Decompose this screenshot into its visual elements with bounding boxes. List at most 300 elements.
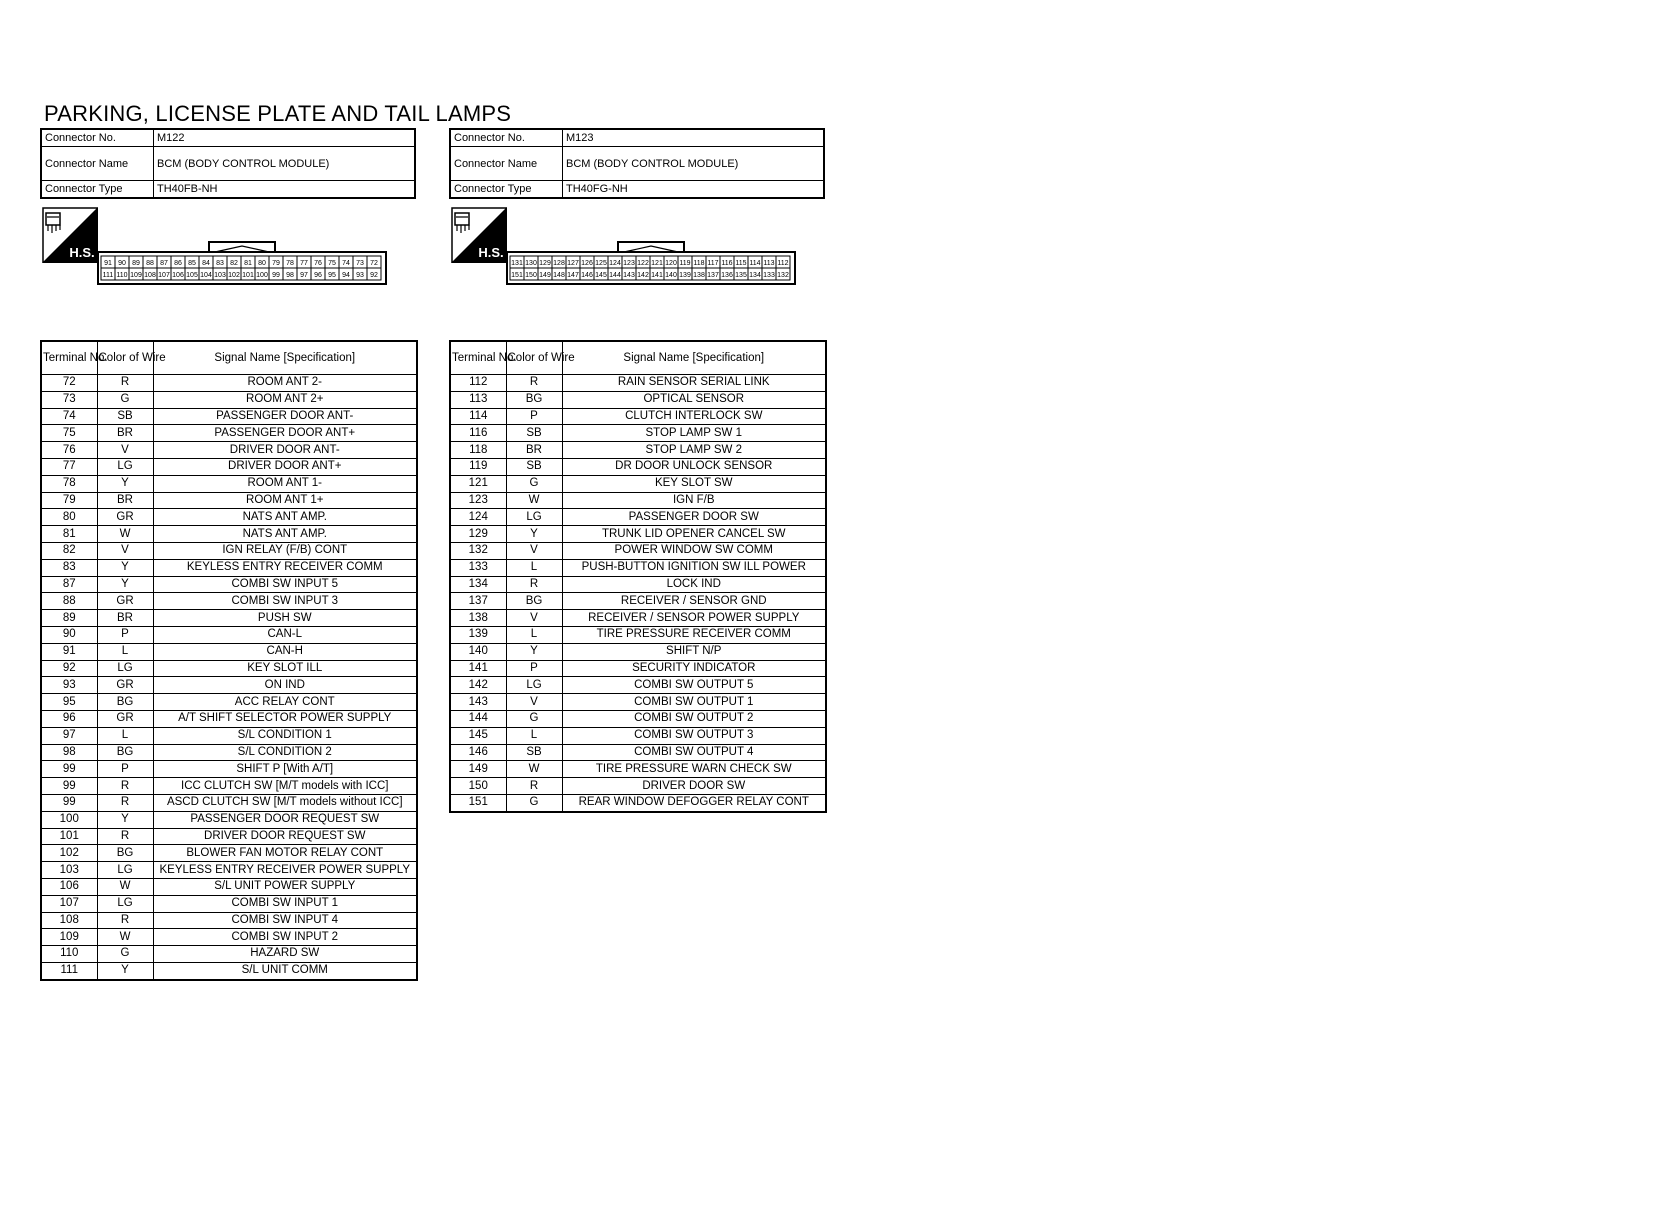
pin-number: 106: [172, 272, 184, 279]
wire-color-cell: R: [97, 912, 153, 929]
table-row: [450, 694, 826, 711]
wire-color-cell: R: [97, 794, 153, 811]
table-row: [450, 677, 826, 694]
table-row: [450, 593, 826, 610]
signal-name-cell: STOP LAMP SW 2: [562, 442, 826, 459]
terminal-no-cell: 146: [450, 744, 506, 761]
pin-number: 110: [116, 272, 128, 279]
signal-name-cell: ROOM ANT 1-: [153, 475, 417, 492]
pin-number: 103: [214, 272, 226, 279]
signal-name-cell: KEY SLOT SW: [562, 475, 826, 492]
pin-number: 131: [511, 260, 523, 267]
pin-number: 77: [300, 260, 308, 267]
pin-number: 114: [749, 260, 761, 267]
signal-name-cell: PASSENGER DOOR REQUEST SW: [153, 811, 417, 828]
table-row: [41, 677, 417, 694]
signal-name-cell: DRIVER DOOR ANT+: [153, 458, 417, 475]
pin-number: 75: [328, 260, 336, 267]
pin-number: 88: [146, 260, 154, 267]
pin-number: 151: [511, 272, 523, 279]
pin-number: 92: [370, 272, 378, 279]
connector-no-label: Connector No.: [450, 129, 563, 147]
pin-number: 82: [230, 260, 238, 267]
signal-name-cell: COMBI SW INPUT 5: [153, 576, 417, 593]
terminal-no-cell: 149: [450, 761, 506, 778]
pin-number: 83: [216, 260, 224, 267]
wire-color-cell: L: [97, 643, 153, 660]
wire-color-cell: W: [97, 878, 153, 895]
wire-color-cell: L: [506, 727, 562, 744]
terminal-no-cell: 106: [41, 878, 97, 895]
table-row: [41, 845, 417, 862]
terminal-no-cell: 79: [41, 492, 97, 509]
pin-number: 120: [665, 260, 677, 267]
signal-name-cell: POWER WINDOW SW COMM: [562, 542, 826, 559]
wire-color-cell: R: [97, 828, 153, 845]
signal-name-cell: BLOWER FAN MOTOR RELAY CONT: [153, 845, 417, 862]
signal-name-cell: DRIVER DOOR ANT-: [153, 442, 417, 459]
connector-block-m122: [40, 128, 416, 335]
wire-color-cell: LG: [97, 660, 153, 677]
pin-number: 95: [328, 272, 336, 279]
terminal-no-cell: 96: [41, 710, 97, 727]
table-row: [450, 576, 826, 593]
wire-color-cell: G: [506, 710, 562, 727]
wire-color-cell: R: [97, 778, 153, 795]
signal-name-cell: S/L CONDITION 2: [153, 744, 417, 761]
wire-color-cell: G: [506, 794, 562, 811]
wire-color-cell: Y: [506, 526, 562, 543]
table-row: [450, 542, 826, 559]
signal-name-cell: STOP LAMP SW 1: [562, 425, 826, 442]
signal-name-cell: ON IND: [153, 677, 417, 694]
table-row: [450, 744, 826, 761]
terminal-no-cell: 142: [450, 677, 506, 694]
hs-badge-label: H.S.: [478, 245, 504, 260]
signal-name-cell: ACC RELAY CONT: [153, 694, 417, 711]
pin-number: 127: [567, 260, 579, 267]
pin-number: 93: [356, 272, 364, 279]
signal-name-cell: A/T SHIFT SELECTOR POWER SUPPLY: [153, 710, 417, 727]
signal-name-cell: NATS ANT AMP.: [153, 526, 417, 543]
wire-color-cell: BR: [506, 442, 562, 459]
wire-color-cell: G: [97, 391, 153, 408]
terminal-no-cell: 123: [450, 492, 506, 509]
terminal-no-cell: 73: [41, 391, 97, 408]
table-row: [41, 610, 417, 627]
terminal-no-cell: 124: [450, 509, 506, 526]
pin-number: 96: [314, 272, 322, 279]
pin-number: 129: [539, 260, 551, 267]
table-row: [450, 778, 826, 795]
table-row: [41, 946, 417, 963]
table-row: [41, 559, 417, 576]
signal-name-cell: PASSENGER DOOR SW: [562, 509, 826, 526]
signal-name-cell: COMBI SW OUTPUT 4: [562, 744, 826, 761]
terminal-no-cell: 141: [450, 660, 506, 677]
pin-number: 74: [342, 260, 350, 267]
pin-number: 128: [553, 260, 565, 267]
terminal-no-cell: 134: [450, 576, 506, 593]
table-row: [450, 727, 826, 744]
pin-number: 124: [609, 260, 621, 267]
wire-color-cell: BG: [97, 845, 153, 862]
signal-name-cell: HAZARD SW: [153, 946, 417, 963]
terminal-no-cell: 129: [450, 526, 506, 543]
table-row: [41, 391, 417, 408]
pin-number: 143: [623, 272, 635, 279]
connector-no-value: M122: [154, 129, 416, 147]
connector-lock-tab: [618, 242, 684, 252]
signal-name-cell: LOCK IND: [562, 576, 826, 593]
terminal-no-cell: 99: [41, 761, 97, 778]
terminal-no-cell: 138: [450, 610, 506, 627]
wire-color-cell: LG: [506, 677, 562, 694]
table-row: [41, 526, 417, 543]
pin-number: 101: [242, 272, 254, 279]
terminal-no-cell: 113: [450, 391, 506, 408]
connector-name-value: BCM (BODY CONTROL MODULE): [563, 147, 825, 181]
terminal-no-cell: 101: [41, 828, 97, 845]
signal-name-cell: TIRE PRESSURE RECEIVER COMM: [562, 626, 826, 643]
table-row: [41, 828, 417, 845]
signal-name-cell: COMBI SW OUTPUT 2: [562, 710, 826, 727]
signal-name-cell: TIRE PRESSURE WARN CHECK SW: [562, 761, 826, 778]
terminal-no-cell: 74: [41, 408, 97, 425]
table-row: [41, 442, 417, 459]
signal-name-cell: PASSENGER DOOR ANT-: [153, 408, 417, 425]
signal-name-cell: RAIN SENSOR SERIAL LINK: [562, 375, 826, 392]
wire-color-cell: V: [97, 442, 153, 459]
signal-name-cell: COMBI SW INPUT 1: [153, 895, 417, 912]
terminal-no-cell: 91: [41, 643, 97, 660]
terminal-no-cell: 95: [41, 694, 97, 711]
pin-number: 86: [174, 260, 182, 267]
table-row: [450, 408, 826, 425]
pin-number: 130: [525, 260, 537, 267]
terminal-no-cell: 92: [41, 660, 97, 677]
table-row: [41, 811, 417, 828]
connector-no-label: Connector No.: [41, 129, 154, 147]
table-row: [41, 660, 417, 677]
table-row: [41, 626, 417, 643]
pin-number: 107: [158, 272, 170, 279]
wire-color-cell: Y: [97, 811, 153, 828]
pin-number: 100: [256, 272, 268, 279]
terminal-no-cell: 143: [450, 694, 506, 711]
wire-color-cell: GR: [97, 593, 153, 610]
table-row: [450, 492, 826, 509]
terminal-no-cell: 107: [41, 895, 97, 912]
wire-color-cell: LG: [506, 509, 562, 526]
connector-diagram: [449, 199, 825, 335]
pin-number: 94: [342, 272, 350, 279]
wire-color-cell: SB: [97, 408, 153, 425]
wire-color-cell: L: [97, 727, 153, 744]
terminal-no-cell: 76: [41, 442, 97, 459]
wire-color-cell: SB: [506, 744, 562, 761]
terminal-no-cell: 99: [41, 794, 97, 811]
wire-color-cell: GR: [97, 677, 153, 694]
wire-color-cell: L: [506, 626, 562, 643]
pin-number: 104: [200, 272, 212, 279]
wire-color-cell: LG: [97, 895, 153, 912]
pin-number: 98: [286, 272, 294, 279]
connector-type-value: TH40FB-NH: [154, 181, 416, 199]
connector-type-label: Connector Type: [41, 181, 154, 199]
wire-color-cell: R: [97, 375, 153, 392]
wire-color-cell: R: [506, 778, 562, 795]
table-row: [450, 610, 826, 627]
terminal-no-cell: 145: [450, 727, 506, 744]
terminal-no-cell: 90: [41, 626, 97, 643]
table-row: [450, 526, 826, 543]
pin-number: 97: [300, 272, 308, 279]
pin-number: 132: [777, 272, 789, 279]
terminal-no-cell: 77: [41, 458, 97, 475]
pin-number: 90: [118, 260, 126, 267]
pin-number: 108: [144, 272, 156, 279]
terminal-no-cell: 108: [41, 912, 97, 929]
pin-number: 99: [272, 272, 280, 279]
table-row: [41, 375, 417, 392]
connector-name-value: BCM (BODY CONTROL MODULE): [154, 147, 416, 181]
signal-name-cell: KEYLESS ENTRY RECEIVER POWER SUPPLY: [153, 862, 417, 879]
pin-number: 144: [609, 272, 621, 279]
signal-name-cell: S/L UNIT COMM: [153, 962, 417, 979]
terminal-no-cell: 121: [450, 475, 506, 492]
terminal-table-m122: [40, 340, 418, 981]
signal-name-cell: SHIFT N/P: [562, 643, 826, 660]
wire-color-cell: R: [506, 576, 562, 593]
table-row: [41, 878, 417, 895]
wire-color-cell: SB: [506, 458, 562, 475]
terminal-no-cell: 114: [450, 408, 506, 425]
signal-name-cell: COMBI SW OUTPUT 3: [562, 727, 826, 744]
connector-lock-tab: [209, 242, 275, 252]
table-row: [450, 391, 826, 408]
wire-color-cell: W: [97, 929, 153, 946]
table-row: [450, 761, 826, 778]
pin-number: 136: [721, 272, 733, 279]
wire-color-cell: GR: [97, 710, 153, 727]
terminal-no-cell: 72: [41, 375, 97, 392]
terminal-no-cell: 118: [450, 442, 506, 459]
pin-number: 133: [763, 272, 775, 279]
pin-number: 123: [623, 260, 635, 267]
table-row: [41, 761, 417, 778]
signal-name-cell: IGN F/B: [562, 492, 826, 509]
terminal-no-cell: 132: [450, 542, 506, 559]
terminal-no-cell: 137: [450, 593, 506, 610]
pin-number: 146: [581, 272, 593, 279]
pin-number: 135: [735, 272, 747, 279]
signal-name-cell: DRIVER DOOR SW: [562, 778, 826, 795]
table-row: [41, 408, 417, 425]
pin-number: 76: [314, 260, 322, 267]
pin-number: 125: [595, 260, 607, 267]
pin-number: 115: [735, 260, 747, 267]
pin-number: 111: [102, 272, 114, 279]
table-row: [450, 794, 826, 811]
table-row: [450, 559, 826, 576]
wire-color-header: Color of Wire: [97, 341, 153, 375]
wire-color-cell: LG: [97, 862, 153, 879]
wire-color-header: Color of Wire: [506, 341, 562, 375]
hs-badge-label: H.S.: [69, 245, 95, 260]
table-row: [450, 425, 826, 442]
terminal-no-cell: 83: [41, 559, 97, 576]
signal-name-cell: COMBI SW OUTPUT 5: [562, 677, 826, 694]
table-row: [41, 542, 417, 559]
terminal-no-cell: 80: [41, 509, 97, 526]
terminal-no-cell: 78: [41, 475, 97, 492]
terminal-no-cell: 150: [450, 778, 506, 795]
wire-color-cell: V: [97, 542, 153, 559]
wire-color-cell: G: [506, 475, 562, 492]
table-row: [41, 794, 417, 811]
signal-name-cell: ROOM ANT 2-: [153, 375, 417, 392]
signal-name-cell: CLUTCH INTERLOCK SW: [562, 408, 826, 425]
terminal-no-cell: 110: [41, 946, 97, 963]
wire-color-cell: BG: [506, 593, 562, 610]
wire-color-cell: W: [506, 492, 562, 509]
table-row: [41, 593, 417, 610]
pin-number: 122: [637, 260, 649, 267]
table-row: [450, 710, 826, 727]
pin-number: 149: [539, 272, 551, 279]
table-row: [41, 727, 417, 744]
pin-number: 91: [104, 260, 112, 267]
signal-name-cell: COMBI SW INPUT 4: [153, 912, 417, 929]
terminal-no-cell: 89: [41, 610, 97, 627]
signal-name-cell: S/L CONDITION 1: [153, 727, 417, 744]
table-row: [41, 778, 417, 795]
signal-name-cell: PUSH-BUTTON IGNITION SW ILL POWER: [562, 559, 826, 576]
signal-name-cell: COMBI SW INPUT 3: [153, 593, 417, 610]
pin-number: 109: [130, 272, 142, 279]
pin-number: 137: [707, 272, 719, 279]
table-row: [41, 458, 417, 475]
table-row: [41, 710, 417, 727]
pin-number: 102: [228, 272, 240, 279]
signal-name-cell: CAN-L: [153, 626, 417, 643]
connector-info-table: [40, 128, 416, 199]
pin-number: 145: [595, 272, 607, 279]
connector-pinout-diagram: [506, 240, 806, 290]
terminal-no-cell: 82: [41, 542, 97, 559]
table-row: [41, 694, 417, 711]
pin-number: 72: [370, 260, 378, 267]
wire-color-cell: L: [506, 559, 562, 576]
terminal-no-cell: 111: [41, 962, 97, 979]
signal-name-cell: KEY SLOT ILL: [153, 660, 417, 677]
signal-name-cell: RECEIVER / SENSOR GND: [562, 593, 826, 610]
pin-number: 113: [763, 260, 775, 267]
table-row: [41, 862, 417, 879]
table-row: [41, 962, 417, 979]
pin-number: 140: [665, 272, 677, 279]
table-row: [41, 425, 417, 442]
connector-type-value: TH40FG-NH: [563, 181, 825, 199]
table-row: [450, 458, 826, 475]
wire-color-cell: P: [506, 660, 562, 677]
signal-name-cell: ICC CLUTCH SW [M/T models with ICC]: [153, 778, 417, 795]
terminal-no-cell: 102: [41, 845, 97, 862]
signal-name-header: Signal Name [Specification]: [153, 341, 417, 375]
wire-color-cell: LG: [97, 458, 153, 475]
signal-name-cell: SECURITY INDICATOR: [562, 660, 826, 677]
terminal-no-cell: 119: [450, 458, 506, 475]
pin-number: 147: [567, 272, 579, 279]
terminal-no-cell: 97: [41, 727, 97, 744]
table-row: [450, 509, 826, 526]
pin-number: 150: [525, 272, 537, 279]
wire-color-cell: Y: [97, 475, 153, 492]
page-title: PARKING, LICENSE PLATE AND TAIL LAMPS: [44, 101, 512, 126]
wire-color-cell: BR: [97, 425, 153, 442]
terminal-table-m123: [449, 340, 827, 813]
table-row: [450, 442, 826, 459]
terminal-no-cell: 151: [450, 794, 506, 811]
pin-number: 134: [749, 272, 761, 279]
signal-name-cell: TRUNK LID OPENER CANCEL SW: [562, 526, 826, 543]
terminal-no-cell: 133: [450, 559, 506, 576]
signal-name-cell: SHIFT P [With A/T]: [153, 761, 417, 778]
connector-diagram: [40, 199, 416, 335]
table-row: [41, 895, 417, 912]
wire-color-cell: Y: [506, 643, 562, 660]
signal-name-cell: DRIVER DOOR REQUEST SW: [153, 828, 417, 845]
signal-name-cell: ASCD CLUTCH SW [M/T models without ICC]: [153, 794, 417, 811]
wire-color-cell: Y: [97, 962, 153, 979]
wire-color-cell: Y: [97, 576, 153, 593]
pin-number: 84: [202, 260, 210, 267]
terminal-no-header: Terminal No.: [41, 341, 97, 375]
pin-number: 112: [777, 260, 789, 267]
table-row: [41, 475, 417, 492]
pin-number: 139: [679, 272, 691, 279]
table-row: [41, 912, 417, 929]
connector-info-table: [449, 128, 825, 199]
signal-name-cell: NATS ANT AMP.: [153, 509, 417, 526]
terminal-no-cell: 139: [450, 626, 506, 643]
signal-name-cell: CAN-H: [153, 643, 417, 660]
wire-color-cell: BG: [97, 694, 153, 711]
pin-number: 148: [553, 272, 565, 279]
table-row: [450, 660, 826, 677]
table-row: [41, 492, 417, 509]
pin-number: 85: [188, 260, 196, 267]
wire-color-cell: P: [506, 408, 562, 425]
terminal-no-cell: 93: [41, 677, 97, 694]
terminal-no-cell: 75: [41, 425, 97, 442]
table-row: [41, 576, 417, 593]
harness-side-icon: [451, 207, 507, 263]
table-row: [450, 643, 826, 660]
signal-name-cell: COMBI SW OUTPUT 1: [562, 694, 826, 711]
table-row: [41, 643, 417, 660]
pin-number: 87: [160, 260, 168, 267]
terminal-no-cell: 81: [41, 526, 97, 543]
pin-number: 89: [132, 260, 140, 267]
wire-color-cell: P: [97, 626, 153, 643]
table-row: [41, 509, 417, 526]
terminal-no-cell: 144: [450, 710, 506, 727]
wire-color-cell: V: [506, 542, 562, 559]
pin-number: 117: [707, 260, 719, 267]
pin-number: 79: [272, 260, 280, 267]
